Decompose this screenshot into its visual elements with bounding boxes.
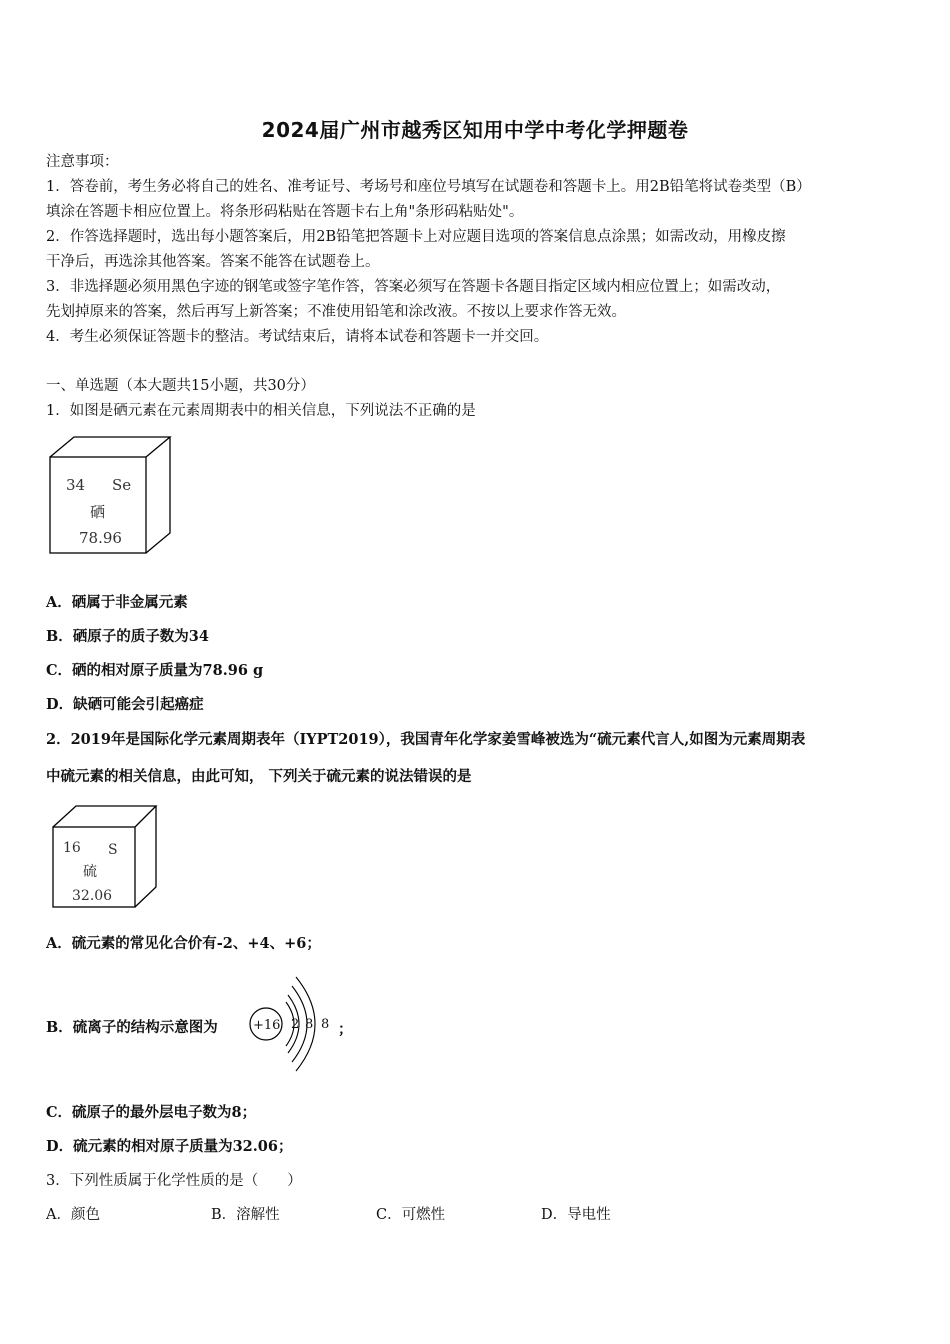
notice-line: 2．作答选择题时，选出每小题答案后，用2B铅笔把答题卡上对应题目选项的答案信息点涂黑；如需改动，用橡皮擦: [46, 229, 786, 245]
q3-option-b: B．溶解性: [211, 1207, 280, 1223]
q2-element-tile: [50, 803, 160, 911]
notice-line: 3．非选择题必须用黑色字迹的钢笔或签字笔作答，答案必须写在答题卡各题目指定区域内相应位置上；如需改动，: [46, 279, 781, 295]
tile-top-face: [53, 806, 156, 827]
q2-option-d: D．硫元素的相对原子质量为32.06；: [46, 1138, 293, 1155]
notice-line: 干净后，再选涂其他答案。答案不能答在试题卷上。: [46, 254, 380, 270]
q1-option-d: D．缺硒可能会引起癌症: [46, 696, 204, 713]
q1-stem: 1．如图是硒元素在元素周期表中的相关信息，下列说法不正确的是: [46, 403, 476, 419]
tile-top-face: [50, 437, 170, 457]
q3-option-c: C．可燃性: [376, 1207, 446, 1223]
notice-line: 填涂在答题卡相应位置上。将条形码粘贴在答题卡右上角"条形码粘贴处"。: [46, 204, 524, 220]
nucleus-charge: +16: [253, 1018, 281, 1033]
q1-option-a: A．硒属于非金属元素: [46, 594, 188, 611]
element-symbol: S: [108, 842, 118, 858]
q3-option-d: D．导电性: [541, 1207, 611, 1223]
q3-stem: 3．下列性质属于化学性质的是（ ）: [46, 1173, 302, 1189]
page-title: 2024届广州市越秀区知用中学中考化学押题卷: [261, 118, 689, 142]
element-name: 硒: [90, 503, 106, 521]
atomic-mass: 78.96: [79, 529, 122, 547]
sulfur-ion-structure-diagram: [246, 968, 346, 1080]
shell-electron-count: 2: [291, 1017, 300, 1032]
element-symbol: Se: [112, 476, 132, 494]
atomic-number: 16: [63, 840, 81, 856]
q3-options: [46, 1205, 706, 1225]
shell-electron-count: 8: [321, 1017, 330, 1032]
tile-side-face: [135, 806, 156, 907]
notice-line: 4．考生必须保证答题卡的整洁。考试结束后，请将本试卷和答题卡一并交回。: [46, 329, 549, 345]
section-heading: 一、单选题（本大题共15小题，共30分）: [46, 378, 315, 394]
notice-line: 1．答卷前，考生务必将自己的姓名、准考证号、考场号和座位号填写在试题卷和答题卡上。用2B铅笔将试卷类型（B）: [46, 179, 811, 195]
notice-line: 先划掉原来的答案，然后再写上新答案；不准使用铅笔和涂改液。不按以上要求作答无效。: [46, 304, 626, 320]
q1-option-b: B．硒原子的质子数为34: [46, 628, 209, 645]
element-name: 硫: [83, 864, 97, 880]
shell-electron-count: 8: [305, 1017, 314, 1032]
q1-element-tile: [46, 433, 176, 557]
q2-option-b: B．硫离子的结构示意图为: [46, 1019, 218, 1036]
atomic-number: 34: [66, 476, 86, 494]
q2-option-b-tail: ；: [338, 1021, 353, 1038]
q2-stem-line1: 2．2019年是国际化学元素周期表年（IYPT2019），我国青年化学家姜雪峰被选为“硫元素代言人,如图为元素周期表: [46, 731, 806, 748]
q2-stem-line2: 中硫元素的相关信息，由此可知， 下列关于硫元素的说法错误的是: [46, 768, 472, 785]
q3-option-a: A．颜色: [46, 1207, 100, 1223]
q2-option-a: A．硫元素的常见化合价有-2、+4、+6；: [46, 935, 321, 952]
notice-heading: 注意事项：: [46, 154, 119, 170]
atomic-mass: 32.06: [72, 888, 113, 904]
q2-option-c: C．硫原子的最外层电子数为8；: [46, 1104, 257, 1121]
q1-option-c: C．硒的相对原子质量为78.96 g: [46, 662, 264, 679]
